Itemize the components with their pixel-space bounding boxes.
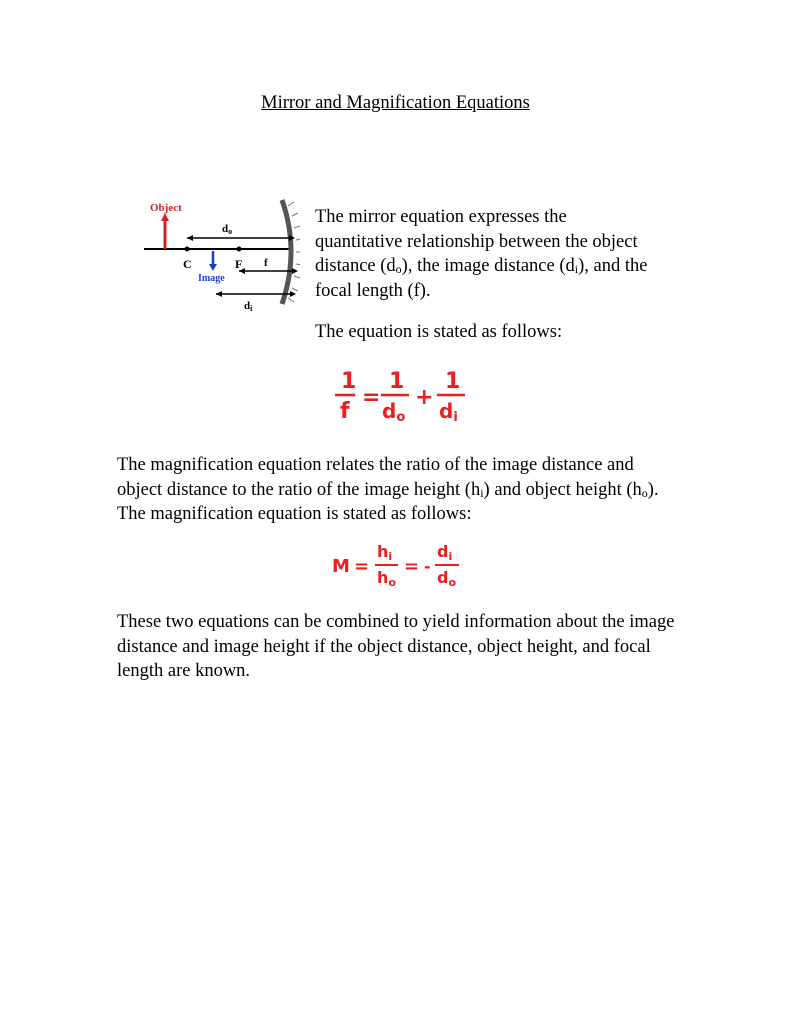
mirror-equation (333, 368, 473, 428)
di-arrowhead-left (216, 291, 222, 297)
mirror-equation-description: The mirror equation expresses the quantitative relationship between the object distance $(d_o)$, the image distance $(d_i)$, and the focal length (f). (315, 207, 648, 301)
eq1-plus: + (415, 385, 434, 410)
stated-as-follows-text: The equation is stated as follows: (315, 322, 563, 342)
f-label: f (264, 257, 268, 269)
eq2-d-numerator: di (437, 542, 453, 563)
eq1-equals: = (362, 385, 381, 410)
combined-equations-text: These two equations can be combined to yield information about the image distance and image height if the object distance, object height, and focal length are known. (117, 612, 675, 681)
eq1-term1-denominator: do (382, 399, 406, 425)
f-point-label: F (235, 257, 243, 271)
f-arrowhead-right (292, 268, 298, 274)
do-arrowhead-left (187, 235, 193, 241)
di-arrowhead-right (290, 291, 296, 297)
focal-point (237, 247, 242, 252)
image-label: Image (198, 273, 225, 284)
magnification-equation (330, 540, 465, 590)
object-label: Object (150, 202, 182, 214)
eq2-minus: - (424, 557, 431, 576)
page-title: Mirror and Magnification Equations (261, 93, 530, 113)
do-label: do (222, 223, 233, 236)
object-arrowhead (161, 213, 169, 221)
eq2-equals-2: = (404, 556, 420, 577)
concave-mirror (282, 200, 291, 304)
eq2-d-denominator: do (437, 568, 457, 589)
eq2-h-numerator: hi (377, 542, 393, 563)
eq1-lhs-denominator: f (340, 399, 350, 424)
eq2-h-denominator: ho (377, 568, 396, 589)
image-arrowhead (209, 264, 217, 271)
mirror-diagram (140, 196, 300, 316)
eq1-lhs-numerator: 1 (341, 369, 357, 394)
eq2-m: M (332, 556, 350, 577)
eq2-equals-1: = (354, 556, 370, 577)
di-label: di (244, 300, 253, 313)
eq1-term2-numerator: 1 (445, 369, 461, 394)
magnification-description: The magnification equation relates the ratio of the image distance and object distance to the ratio of the image height $(h_i)$ and object height $(h_o)$. The magnification equation is stated as follows: (117, 455, 659, 524)
c-label: C (183, 257, 192, 271)
eq1-term2-denominator: di (439, 399, 458, 425)
eq1-term1-numerator: 1 (389, 369, 405, 394)
center-point (185, 247, 190, 252)
